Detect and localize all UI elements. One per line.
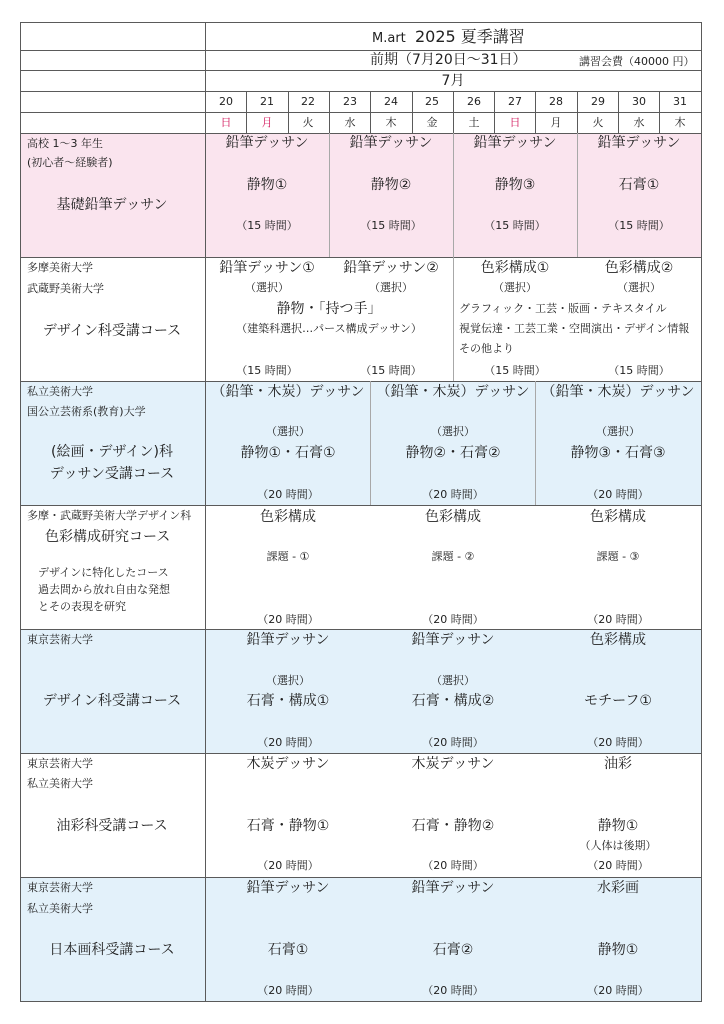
grid-line: [535, 91, 536, 133]
session-subject: 石膏②: [432, 942, 474, 958]
day-date: 27: [508, 95, 522, 108]
session-hours: （15 時間）: [236, 364, 298, 377]
session-detail: その他より: [459, 342, 514, 355]
course-target: 多摩美術大学: [27, 261, 93, 274]
session-title: 鉛筆デッサン: [473, 135, 557, 151]
grid-line: [618, 91, 619, 133]
session-hours: （20 時間）: [257, 984, 319, 997]
session-note: （選択）: [245, 281, 289, 294]
session-hours: （15 時間）: [484, 364, 546, 377]
day-weekday: 土: [468, 116, 480, 129]
session-title: 鉛筆デッサン: [411, 632, 495, 648]
session-note: （選択）: [369, 281, 413, 294]
day-date: 26: [467, 95, 481, 108]
grid-line: [288, 91, 289, 133]
grid-line: [370, 91, 371, 133]
session-note: （選択）: [266, 674, 310, 687]
session-hours: （20 時間）: [257, 613, 319, 626]
session-divider: [370, 381, 371, 505]
course-target: 私立美術大学: [27, 385, 93, 398]
session-hours: （20 時間）: [257, 488, 319, 501]
session-hours: （15 時間）: [360, 219, 422, 232]
session-note: （選択）: [266, 425, 310, 438]
grid-line: [20, 70, 702, 71]
session-divider: [329, 133, 330, 257]
course-name: 色彩構成研究コース: [45, 529, 171, 545]
day-weekday: 火: [302, 116, 314, 129]
course-target: 多摩・武蔵野美術大学デザイン科: [27, 509, 192, 522]
course-description: デザインに特化したコース: [38, 566, 169, 579]
grid-line: [20, 22, 702, 23]
session-subject: 課題 - ③: [596, 550, 640, 563]
grid-line: [20, 50, 702, 51]
session-title: 鉛筆デッサン: [225, 135, 309, 151]
session-hours: （15 時間）: [236, 219, 298, 232]
session-subject: 石膏・静物①: [246, 818, 330, 834]
session-hours: （20 時間）: [587, 613, 649, 626]
session-subject: 石膏・静物②: [411, 818, 495, 834]
session-subject: モチーフ①: [584, 693, 652, 709]
day-weekday: 火: [592, 116, 604, 129]
session-subject: 静物①: [246, 177, 288, 193]
session-divider: [453, 133, 454, 257]
session-hours: （15 時間）: [608, 219, 670, 232]
day-date: 30: [632, 95, 646, 108]
session-hours: （20 時間）: [587, 859, 649, 872]
day-date: 29: [591, 95, 605, 108]
session-detail: グラフィック・工芸・版画・テキスタイル: [459, 302, 667, 315]
session-title: 色彩構成: [590, 509, 646, 525]
session-subject: 静物・「持つ手」: [276, 301, 382, 317]
grid-line: [20, 753, 702, 754]
session-subject: 課題 - ②: [431, 550, 475, 563]
course-name: 日本画科受講コース: [49, 942, 175, 958]
grid-line: [20, 381, 702, 382]
day-date: 28: [549, 95, 563, 108]
session-hours: （15 時間）: [360, 364, 422, 377]
session-title: 鉛筆デッサン②: [343, 260, 439, 276]
session-hours: （20 時間）: [587, 488, 649, 501]
course-name: 油彩科受講コース: [56, 818, 168, 834]
course-target: 私立美術大学: [27, 902, 93, 915]
row-background: [20, 133, 702, 257]
session-title: 鉛筆デッサン: [246, 632, 330, 648]
session-hours: （20 時間）: [257, 736, 319, 749]
session-note: （選択）: [431, 425, 475, 438]
day-date: 22: [301, 95, 315, 108]
session-title: 鉛筆デッサン: [411, 880, 495, 896]
course-target: 高校 1～3 年生: [27, 137, 103, 150]
day-weekday: 木: [385, 116, 397, 129]
session-hours: （20 時間）: [422, 984, 484, 997]
day-weekday: 日: [509, 116, 521, 129]
session-hours: （20 時間）: [422, 736, 484, 749]
grid-line: [20, 1001, 702, 1002]
session-hours: （20 時間）: [257, 859, 319, 872]
session-hours: （15 時間）: [484, 219, 546, 232]
session-subject: 石膏・構成①: [246, 693, 330, 709]
grid-line: [20, 22, 21, 1002]
grid-line: [20, 877, 702, 878]
session-title: 色彩構成: [260, 509, 316, 525]
grid-line: [20, 91, 702, 92]
day-date: 24: [384, 95, 398, 108]
day-date: 21: [260, 95, 274, 108]
header-brand: M.art: [372, 31, 406, 46]
day-date: 23: [343, 95, 357, 108]
session-hours: （20 時間）: [422, 613, 484, 626]
course-target: 国公立芸術系(教育)大学: [27, 405, 146, 418]
course-name: デザイン科受講コース: [42, 323, 182, 339]
session-title: 色彩構成①: [480, 260, 550, 276]
session-title: 鉛筆デッサン: [246, 880, 330, 896]
grid-line: [20, 505, 702, 506]
session-title: 水彩画: [597, 880, 639, 896]
session-subject: 静物③・石膏③: [570, 445, 666, 461]
course-target: 東京芸術大学: [27, 881, 93, 894]
page-title: 2025 夏季講習: [415, 27, 525, 46]
session-title: 鉛筆デッサン: [349, 135, 433, 151]
session-title: 油彩: [604, 756, 632, 772]
session-title: 鉛筆デッサン: [597, 135, 681, 151]
course-target: 東京芸術大学: [27, 633, 93, 646]
session-note: （選択）: [617, 281, 661, 294]
course-target: 東京芸術大学: [27, 757, 93, 770]
grid-line: [659, 91, 660, 133]
session-detail: 視覚伝達・工芸工業・空間演出・デザイン情報: [459, 322, 690, 335]
day-weekday: 日: [220, 116, 232, 129]
course-name: デッサン受講コース: [49, 466, 175, 482]
session-subject: 静物②: [370, 177, 412, 193]
day-weekday: 月: [261, 116, 273, 129]
session-subject: 課題 - ①: [266, 550, 310, 563]
session-detail: （建築科選択…パース構成デッサン）: [236, 322, 422, 335]
session-divider: [535, 381, 536, 505]
grid-line: [453, 91, 454, 133]
session-subject: 静物③: [494, 177, 536, 193]
session-divider: [453, 257, 454, 381]
session-hours: （20 時間）: [587, 736, 649, 749]
session-note: （選択）: [596, 425, 640, 438]
fee-label: 講習会費（40000 円）: [579, 55, 695, 68]
course-description: とその表現を研究: [38, 600, 126, 613]
session-title: 色彩構成: [425, 509, 481, 525]
grid-line: [329, 91, 330, 133]
day-weekday: 金: [426, 116, 438, 129]
course-target: 私立美術大学: [27, 777, 93, 790]
course-target: 武蔵野美術大学: [27, 282, 104, 295]
day-date: 25: [425, 95, 439, 108]
session-hours: （20 時間）: [587, 984, 649, 997]
session-note: （選択）: [431, 674, 475, 687]
grid-line: [577, 91, 578, 133]
day-weekday: 月: [550, 116, 562, 129]
session-title: 木炭デッサン: [411, 756, 495, 772]
day-date: 31: [673, 95, 687, 108]
session-subject: 静物①: [597, 818, 639, 834]
grid-line: [701, 22, 702, 1002]
day-date: 20: [219, 95, 233, 108]
session-hours: （20 時間）: [422, 859, 484, 872]
session-title: 色彩構成②: [604, 260, 674, 276]
grid-line: [20, 629, 702, 630]
session-subject: 石膏①: [618, 177, 660, 193]
session-divider: [577, 133, 578, 257]
grid-line: [20, 257, 702, 258]
session-title: 木炭デッサン: [246, 756, 330, 772]
session-subject: 石膏・構成②: [411, 693, 495, 709]
course-name: 基礎鉛筆デッサン: [56, 197, 168, 213]
session-note: （選択）: [493, 281, 537, 294]
session-title: （鉛筆・木炭）デッサン: [376, 384, 530, 400]
session-title: 色彩構成: [590, 632, 646, 648]
grid-line: [494, 91, 495, 133]
course-name: デザイン科受講コース: [42, 693, 182, 709]
grid-line: [20, 112, 702, 113]
session-subject: 石膏①: [267, 942, 309, 958]
session-hours: （20 時間）: [422, 488, 484, 501]
course-target: (初心者～経験者): [27, 156, 113, 169]
grid-line: [20, 133, 702, 134]
term-label: 前期（7月20日～31日）: [370, 52, 527, 68]
session-subject: 静物②・石膏②: [405, 445, 501, 461]
day-weekday: 水: [344, 116, 356, 129]
session-note: （人体は後期）: [579, 839, 657, 852]
course-name: (絵画・デザイン)科: [51, 444, 173, 460]
month-label: 7月: [441, 73, 465, 89]
session-hours: （15 時間）: [608, 364, 670, 377]
day-weekday: 木: [674, 116, 686, 129]
session-subject: 静物①: [597, 942, 639, 958]
grid-line: [205, 22, 206, 1002]
session-title: （鉛筆・木炭）デッサン: [211, 384, 365, 400]
session-title: （鉛筆・木炭）デッサン: [541, 384, 695, 400]
grid-line: [246, 91, 247, 133]
session-title: 鉛筆デッサン①: [219, 260, 315, 276]
grid-line: [412, 91, 413, 133]
course-description: 過去問から放れ自由な発想: [38, 583, 170, 596]
day-weekday: 水: [633, 116, 645, 129]
session-subject: 静物①・石膏①: [240, 445, 336, 461]
